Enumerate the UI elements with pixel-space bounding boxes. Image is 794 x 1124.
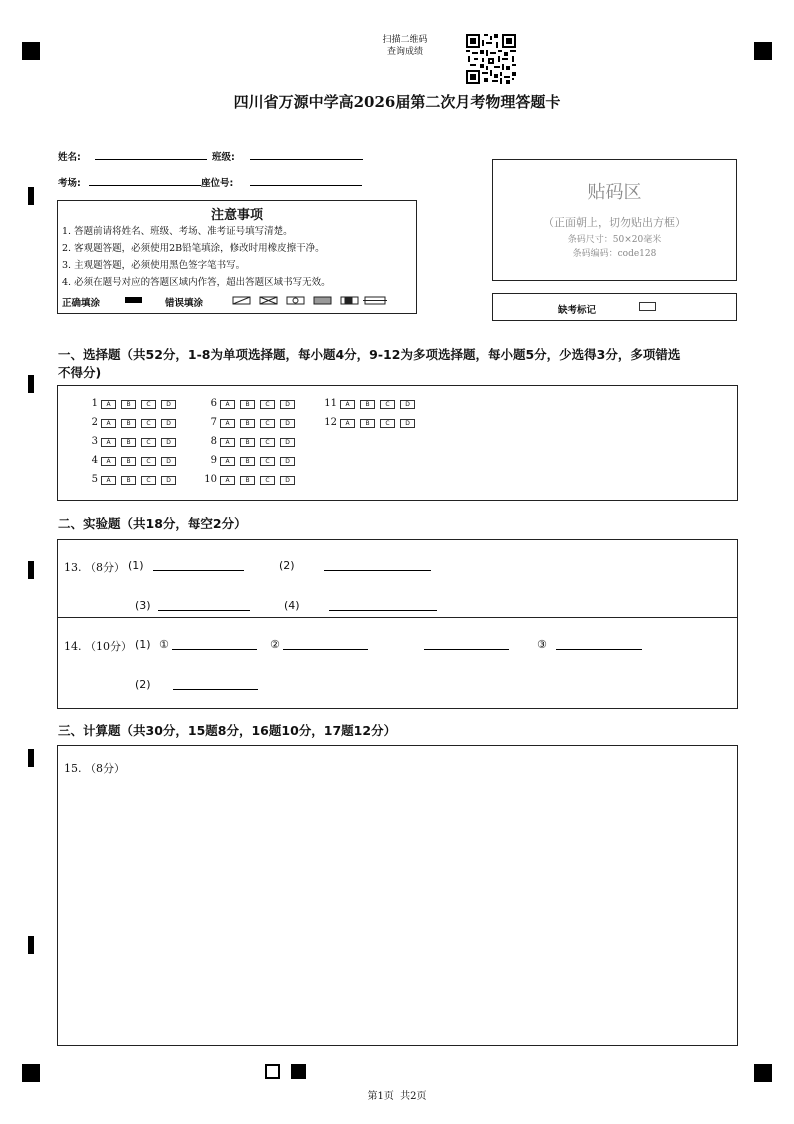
choice-bubble[interactable]: C [141,457,156,466]
choice-bubble[interactable]: B [360,419,375,428]
choice-bubble[interactable]: C [141,419,156,428]
page-number: 第1页 共2页 [367,1091,427,1102]
choice-bubble[interactable]: B [121,457,136,466]
qr-caption-line1: 扫描二维码 [382,35,428,45]
choice-question-row [84,417,181,429]
page-title: 四川省万源中学高2026届第二次月考物理答题卡 [233,93,561,111]
correct-fill-label: 正确填涂 [62,298,101,309]
notice-item: 4. 必须在题号对应的答题区域内作答，超出答题区域书写无效。 [62,277,331,288]
q13-blank1[interactable] [153,570,244,571]
question-number: 4 [91,455,98,466]
choice-bubble[interactable]: B [121,438,136,447]
choice-bubble[interactable]: B [240,400,255,409]
question-number: 1 [91,398,98,409]
choice-bubble[interactable]: B [360,400,375,409]
q13-blank2[interactable] [324,570,431,571]
choice-question-row [84,398,181,410]
q14-blank2[interactable] [173,689,258,690]
barcode-encoding: 条码编码：code128 [572,249,657,259]
q13-blank4[interactable] [329,610,437,611]
choice-bubble[interactable]: B [240,438,255,447]
choice-bubble[interactable]: B [240,419,255,428]
q14-blank2-label: (2) [135,678,151,691]
section1-title: 一、选择题（共52分，1-8为单项选择题，每小题4分，9-12为多项选择题，每小题5分，少选得3分，多项错选 [58,347,681,362]
choice-bubble[interactable]: C [260,419,275,428]
registration-mark-top-right [754,42,772,60]
seat-label: 座位号: [201,178,234,189]
absent-label: 缺考标记 [558,305,597,316]
choice-bubble[interactable]: D [280,476,295,485]
choice-bubble[interactable]: D [161,476,176,485]
timing-mark [28,187,34,205]
q14-circle3: ③ [537,638,547,651]
question-number: 3 [91,436,98,447]
class-label: 班级: [212,152,235,163]
choice-bubble[interactable]: B [121,400,136,409]
choice-question-row [84,436,181,448]
notice-item: 1. 答题前请将姓名、班级、考场、准考证号填写清楚。 [62,226,293,237]
section3-title: 三、计算题（共30分，15题8分，16题10分，17题12分） [58,723,397,738]
qr-caption-line2: 查询成绩 [386,47,423,57]
choice-bubble[interactable]: D [400,400,415,409]
choice-question-row [84,455,181,467]
q13-blank3[interactable] [158,610,250,611]
notice-item: 3. 主观题答题，必须使用黑色签字笔书写。 [62,260,246,271]
choice-bubble[interactable]: D [161,400,176,409]
choice-bubble[interactable]: A [220,476,235,485]
choice-bubble[interactable]: A [220,438,235,447]
notice-item: 2. 客观题答题，必须使用2B铅笔填涂，修改时用橡皮擦干净。 [62,243,325,254]
correct-fill-example [125,297,142,303]
room-label: 考场: [58,178,81,189]
choice-bubble[interactable]: C [141,400,156,409]
registration-mark-bottom-right [754,1064,772,1082]
barcode-size: 条码尺寸：50×20毫米 [567,235,662,245]
choice-bubble[interactable]: A [340,400,355,409]
barcode-instruction: （正面朝上，切勿贴出方框） [543,216,686,229]
page-marker-solid [291,1064,306,1079]
choice-bubble[interactable]: C [380,419,395,428]
choice-bubble[interactable]: D [161,457,176,466]
choice-bubble[interactable]: D [400,419,415,428]
q14-label: 14. （10分） [64,640,132,653]
choice-bubble[interactable]: D [280,438,295,447]
q13-blank4-label: (4) [284,599,300,612]
choice-bubble[interactable]: D [280,419,295,428]
q15-answer-box[interactable] [57,745,738,1046]
question-number: 10 [204,474,217,485]
choice-bubble[interactable]: D [161,419,176,428]
qr-caption [380,34,430,58]
name-label: 姓名: [58,152,81,163]
choice-question-row [203,436,300,448]
choice-question-row [203,398,300,410]
choice-bubble[interactable]: C [260,438,275,447]
timing-mark [28,936,34,954]
choice-bubble[interactable]: B [240,457,255,466]
choice-question-row [203,417,300,429]
choice-question-row [203,455,300,467]
choice-question-row [84,474,181,486]
room-field[interactable] [89,185,201,186]
timing-mark [28,375,34,393]
page-marker-hollow [265,1064,280,1079]
wrong-fill-examples [230,294,390,306]
choice-bubble[interactable]: D [280,400,295,409]
choice-bubble[interactable]: D [280,457,295,466]
wrong-fill-label: 错误填涂 [165,298,204,309]
question-number: 8 [210,436,217,447]
choice-bubble[interactable]: A [220,400,235,409]
qr-code[interactable] [466,34,516,84]
question-number: 9 [210,455,217,466]
q14-blank1c[interactable] [424,649,509,650]
choice-bubble[interactable]: C [141,438,156,447]
choice-bubble[interactable]: D [161,438,176,447]
notice-title: 注意事项 [210,208,263,223]
timing-mark [28,561,34,579]
question-number: 6 [210,398,217,409]
choice-bubble[interactable]: B [121,476,136,485]
section2-title: 二、实验题（共18分，每空2分） [58,516,247,531]
question-number: 5 [91,474,98,485]
absent-checkbox[interactable] [639,302,656,311]
q14-circle2: ② [270,638,280,651]
question-number: 2 [91,417,98,428]
choice-bubble[interactable]: A [220,457,235,466]
choice-bubble[interactable]: A [101,400,116,409]
q13-q14-divider [57,617,738,618]
choice-question-row [323,417,420,429]
choice-bubble[interactable]: C [260,400,275,409]
choice-bubble[interactable]: C [141,476,156,485]
choice-bubble[interactable]: C [260,457,275,466]
choice-bubble[interactable]: A [340,419,355,428]
choice-bubble[interactable]: A [101,476,116,485]
q14-blank1b[interactable] [283,649,368,650]
choice-question-row [203,474,300,486]
registration-mark-bottom-left [22,1064,40,1082]
choice-bubble[interactable]: B [240,476,255,485]
q15-label: 15. （8分） [64,762,125,775]
seat-field[interactable] [250,185,362,186]
section1-title-cont: 不得分) [58,365,102,380]
choice-question-row [323,398,420,410]
question-number: 12 [324,417,337,428]
timing-mark [28,749,34,767]
q13-blank1-label: (1) [128,559,144,572]
name-field[interactable] [95,159,207,160]
question-number: 7 [210,417,217,428]
question-number: 11 [324,398,337,409]
barcode-area[interactable] [492,159,737,281]
registration-mark-top-left [22,42,40,60]
class-field[interactable] [250,159,363,160]
q13-blank2-label: (2) [279,559,295,572]
choice-bubble[interactable]: A [101,419,116,428]
q14-circle1: ① [159,638,169,651]
choice-bubble[interactable]: A [101,438,116,447]
choice-bubble[interactable]: C [380,400,395,409]
choice-bubble[interactable]: C [260,476,275,485]
barcode-area-title: 贴码区 [587,182,642,203]
absent-mark-box [492,293,737,321]
q13-blank3-label: (3) [135,599,151,612]
choice-bubble[interactable]: A [101,457,116,466]
q14-blank1-label: (1) [135,638,151,651]
q14-blank1d[interactable] [556,649,642,650]
choice-bubble[interactable]: B [121,419,136,428]
q14-blank1a[interactable] [172,649,257,650]
choice-bubble[interactable]: A [220,419,235,428]
experiment-answer-box [57,539,738,709]
q13-label: 13. （8分） [64,561,125,574]
